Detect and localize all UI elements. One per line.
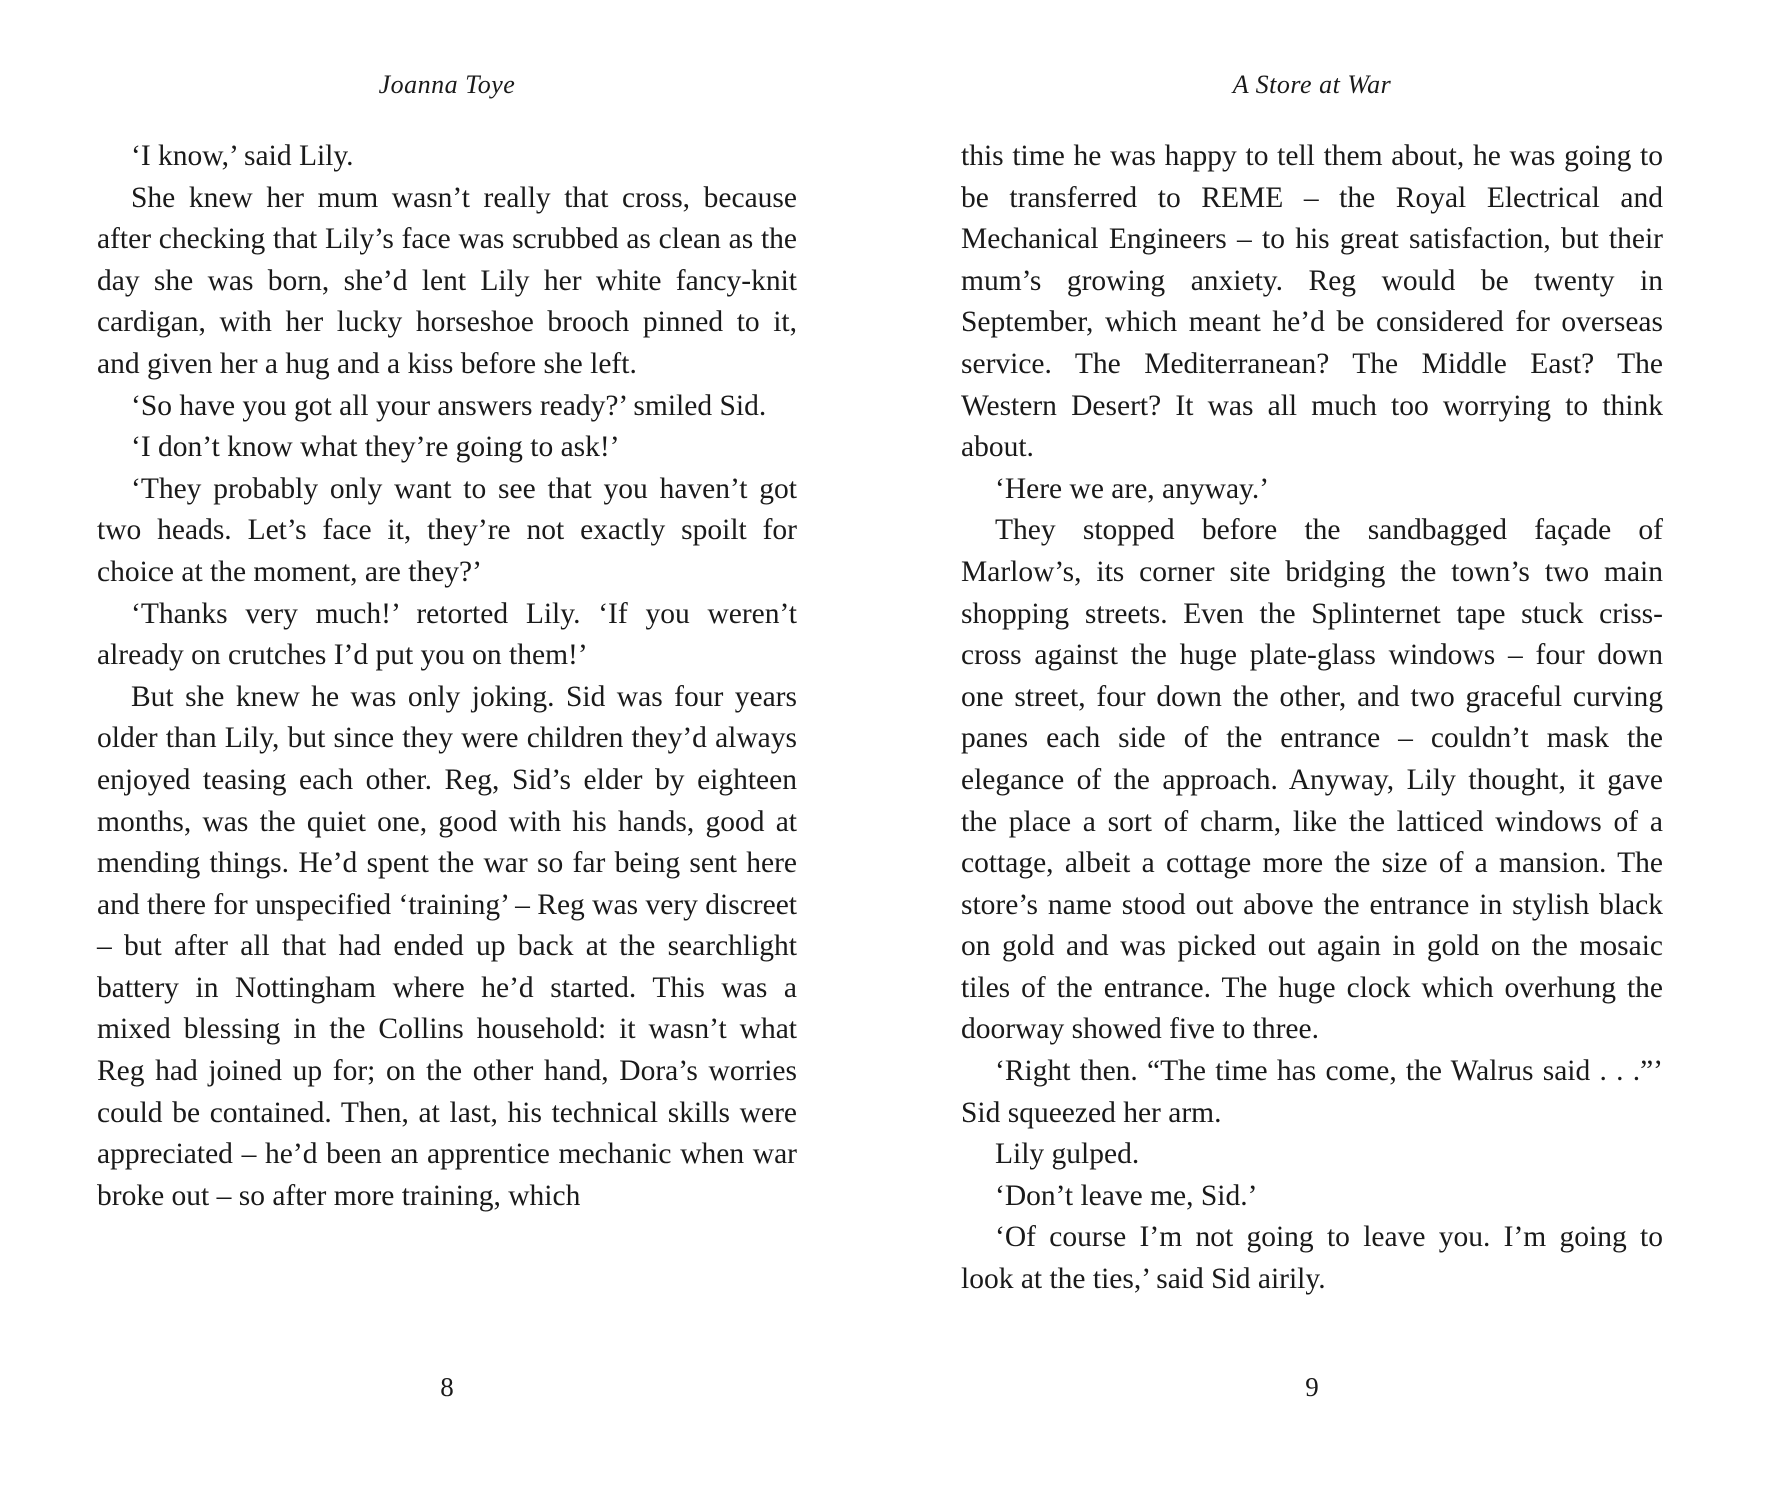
paragraph: She knew her mum wasn’t really that cross, because after checking that Lily’s face was scrubbed as clean as the day she was born, she’d lent Lily her white fancy-knit cardigan, with her lucky horseshoe brooch pinned to it, and given her a hug and a kiss before she left. [97,181,797,380]
paragraph: ‘Thanks very much!’ retorted Lily. ‘If you weren’t already on crutches I’d put you on them!’ [97,597,797,672]
paragraph: But she knew he was only joking. Sid was four years older than Lily, but since they were children they’d always enjoyed teasing each other. Reg, Sid’s elder by eighteen months, was the quiet one, good with his hands, good at mending things. He’d spent the war so far being sent here and there for unspecified ‘training’ – Reg was very discreet – but after all that had ended up back at the searchlight battery in Nottingham where he’d started. This was a mixed blessing in the Collins household: it wasn’t what Reg had joined up for; on the other hand, Dora’s worries could be contained. Then, at last, his technical skills were appreciated – he’d been an apprentice mechanic when war broke out – so after more training, which [97,680,797,1212]
right-page [961,0,1663,1486]
paragraph: ‘Here we are, anyway.’ [995,472,1270,505]
paragraph: ‘I don’t know what they’re going to ask!’ [131,431,620,464]
paragraph-continued: this time he was happy to tell them about, he was going to be transferred to REME – the Royal Electrical and Mechanical Engineers – to his great satisfaction, but their mum’s growing anxiety. Reg would be twenty in September, which meant he’d be considered for overseas service. The Mediterranean? The Middle East? The Western Desert? It was all much too worrying to think about. [961,140,1663,464]
paragraph: ‘Right then. “The time has come, the Walrus said . . .”’ Sid squeezed her arm. [961,1055,1663,1129]
paragraph: ‘Of course I’m not going to leave you. I’m going to look at the ties,’ said Sid airily. [961,1221,1663,1296]
paragraph: Lily gulped. [995,1138,1140,1171]
left-text-block [97,136,797,1217]
paragraph: ‘So have you got all your answers ready?’ smiled Sid. [131,389,767,422]
left-page [97,0,797,1486]
paragraph: ‘Don’t leave me, Sid.’ [995,1179,1258,1212]
right-running-head: A Store at War [1232,70,1392,99]
right-page-number: 9 [1305,1372,1319,1402]
left-page-number: 8 [440,1372,454,1402]
left-running-head: Joanna Toye [378,70,516,99]
paragraph: ‘I know,’ said Lily. [131,140,354,172]
paragraph: They stopped before the sandbagged façade of Marlow’s, its corner site bridging the town’s two main shopping streets. Even the Splinternet tape stuck criss-cross against the huge plate-glass windows – four down one street, four down the other, and two graceful curving panes each side of the entrance – couldn’t mask the elegance of the approach. Anyway, Lily thought, it gave the place a sort of charm, like the latticed windows of a cottage, albeit a cottage more the size of a mansion. The store’s name stood out above the entrance in stylish black on gold and was picked out again in gold on the mosaic tiles of the entrance. The huge clock which overhung the doorway showed five to three. [961,514,1663,1046]
paragraph: ‘They probably only want to see that you haven’t got two heads. Let’s face it, they’re not exactly spoilt for choice at the moment, are they?’ [97,472,797,588]
right-text-block [961,136,1663,1301]
